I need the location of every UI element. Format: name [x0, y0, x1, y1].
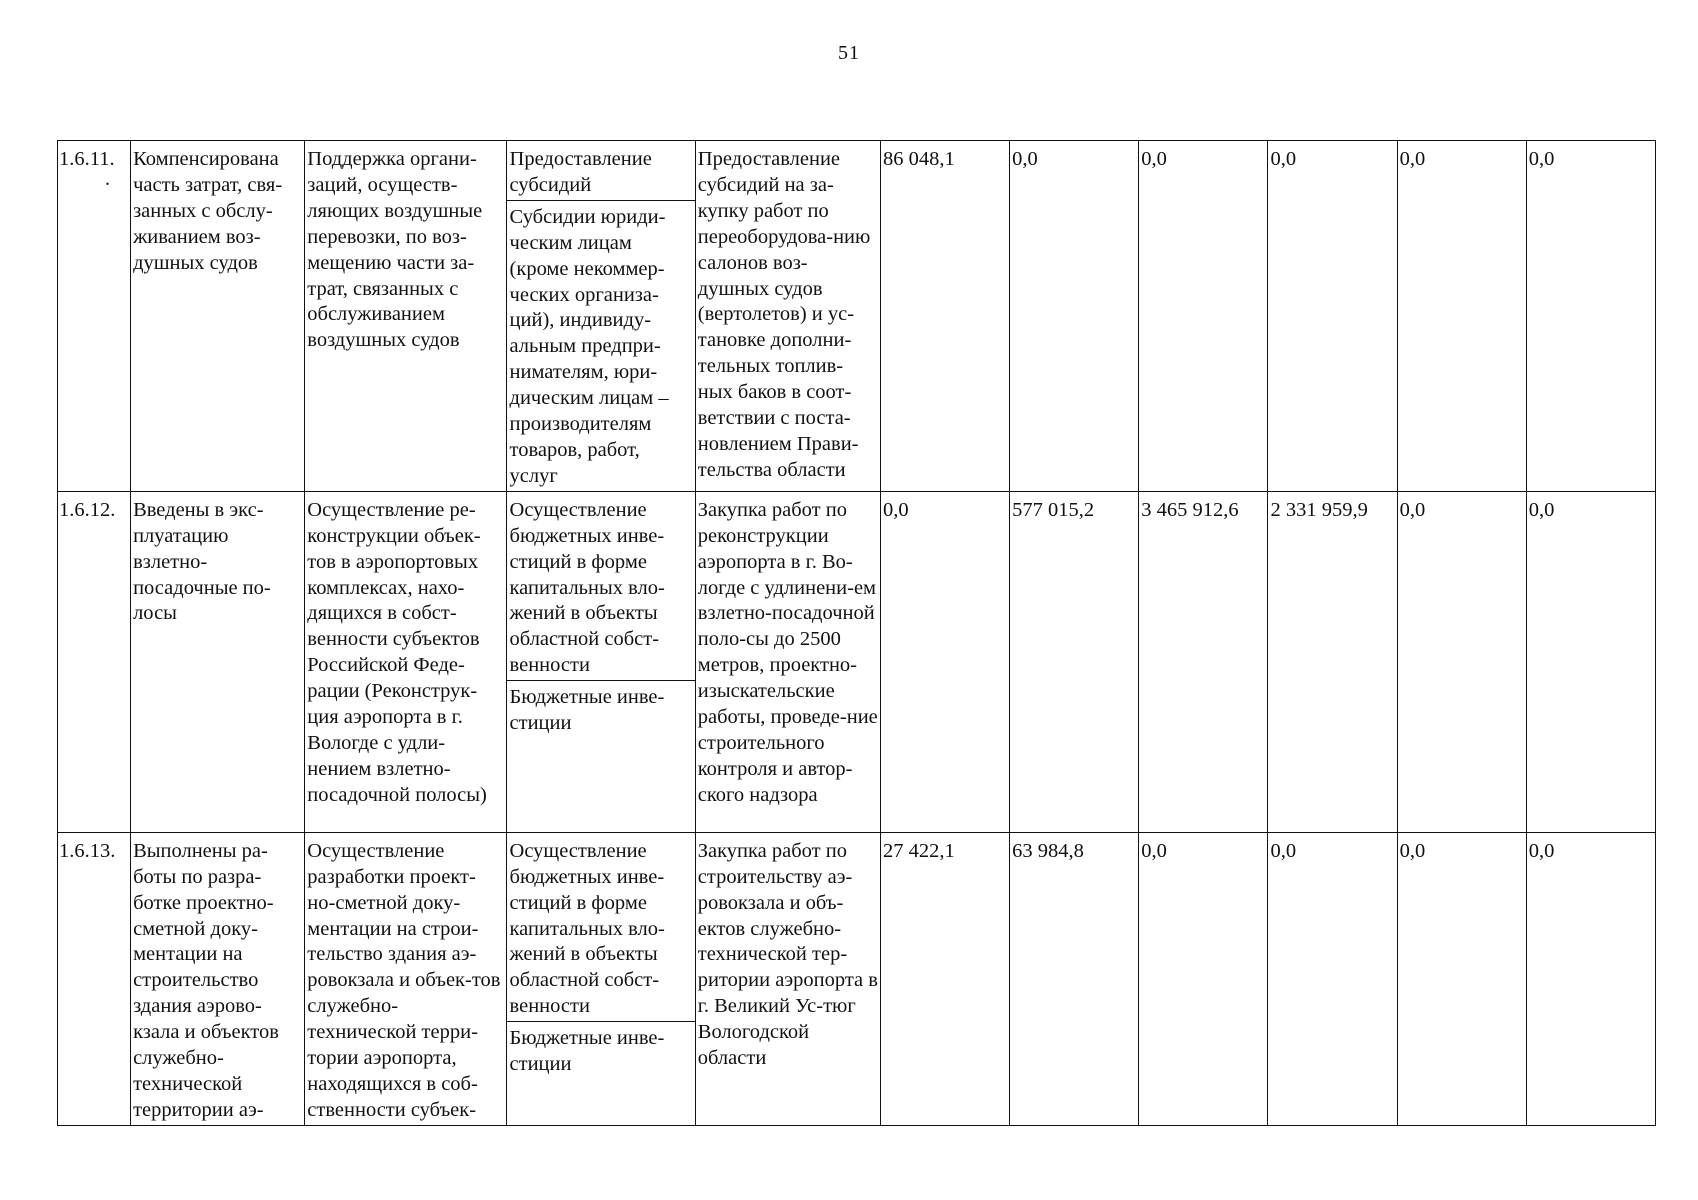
description-cell: Предоставление субсидий на за-купку работ по переоборудова-нию салонов воз-душных судов (вертолетов) и ус-тановке дополни-тельных топлив-ных баков в соот-ветствии с поста-новлением Прави-тельства области — [695, 141, 880, 492]
value-cell: 0,0 — [880, 491, 1009, 832]
activity-name-cell: Осуществление разработки проект-но-сметной доку-ментации на строи-тельство здания аэ-ровокзала и объек-тов служебно-технической терри-тории аэропорта, находящихся в соб-ственности субъек- — [305, 832, 506, 1125]
value-cell: 86 048,1 — [880, 141, 1009, 492]
direction-cell — [506, 141, 695, 492]
value-cell: 0,0 — [1268, 832, 1397, 1125]
value-cell: 0,0 — [1139, 832, 1268, 1125]
direction-cell — [506, 491, 695, 832]
activity-name-cell: Поддержка органи-заций, осуществ-ляющих воздушные перевозки, по воз-мещению части за-трат, связанных с обслуживанием воздушных судов — [305, 141, 506, 492]
value-cell: 2 331 959,9 — [1268, 491, 1397, 832]
result-cell: Компенсирована часть затрат, свя-занных с обслу-живанием воз-душных судов — [131, 141, 305, 492]
value-cell: 63 984,8 — [1010, 832, 1139, 1125]
row-number-cell — [58, 141, 131, 492]
direction-top: Осуществление бюджетных инве-стиций в форме капитальных вло-жений в объекты областной собст-венности — [509, 498, 665, 677]
stray-dot: . — [105, 167, 110, 190]
direction-subtable — [507, 141, 695, 491]
row-number-cell: 1.6.12. — [58, 491, 131, 832]
value-cell: 0,0 — [1397, 491, 1526, 832]
table-row — [58, 141, 1656, 492]
value-cell: 27 422,1 — [880, 832, 1009, 1125]
table-row — [58, 491, 1656, 832]
program-activities-table — [57, 140, 1656, 1126]
value-cell: 577 015,2 — [1010, 491, 1139, 832]
direction-top: Осуществление бюджетных инве-стиций в форме капитальных вло-жений в объекты областной собст-венности — [509, 839, 665, 1018]
direction-subtable — [507, 833, 695, 1079]
result-cell: Выполнены ра-боты по разра-ботке проектно-сметной доку-ментации на строительство здания аэрово-кзала и объектов служебно-технической территории аэ- — [131, 832, 305, 1125]
direction-bottom: Бюджетные инве-стиции — [507, 1022, 695, 1079]
activity-name-cell: Осуществление ре-конструкции объек-тов в аэропортовых комплексах, нахо-дящихся в собст-венности субъектов Российской Феде-рации (Реконструк-ция аэропорта в г. Вологде с удли-нением взлетно-посадочной полосы) — [305, 491, 506, 832]
value-cell: 0,0 — [1526, 832, 1655, 1125]
row-number-cell: 1.6.13. — [58, 832, 131, 1125]
direction-top: Предоставление субсидий — [509, 148, 652, 196]
value-cell: 0,0 — [1139, 141, 1268, 492]
value-cell: 0,0 — [1526, 491, 1655, 832]
direction-bottom: Бюджетные инве-стиции — [507, 681, 695, 738]
direction-cell — [506, 832, 695, 1125]
table-row — [58, 832, 1656, 1125]
direction-subtable — [507, 492, 695, 738]
value-cell: 3 465 912,6 — [1139, 491, 1268, 832]
value-cell: 0,0 — [1397, 832, 1526, 1125]
value-cell: 0,0 — [1010, 141, 1139, 492]
page-number: 51 — [838, 42, 860, 64]
description-cell: Закупка работ по строительству аэ-ровокзала и объ-ектов служебно-технической тер-ритории аэропорта в г. Великий Ус-тюг Вологодской области — [695, 832, 880, 1125]
result-cell: Введены в экс-плуатацию взлетно-посадочные по-лосы — [131, 491, 305, 832]
value-cell: 0,0 — [1526, 141, 1655, 492]
value-cell: 0,0 — [1268, 141, 1397, 492]
direction-bottom: Субсидии юриди-ческим лицам (кроме некоммер-ческих организа-ций), индивиду-альным предпри-нимателям, юри-дическим лицам – производителям товаров, работ, услуг — [507, 200, 695, 490]
description-cell: Закупка работ по реконструкции аэропорта в г. Во-логде с удлинени-ем взлетно-посадочной поло-сы до 2500 метров, проектно-изыскательские работы, проведе-ние строительного контроля и автор-ского надзора — [695, 491, 880, 832]
value-cell: 0,0 — [1397, 141, 1526, 492]
row-number: 1.6.11. — [59, 148, 115, 170]
